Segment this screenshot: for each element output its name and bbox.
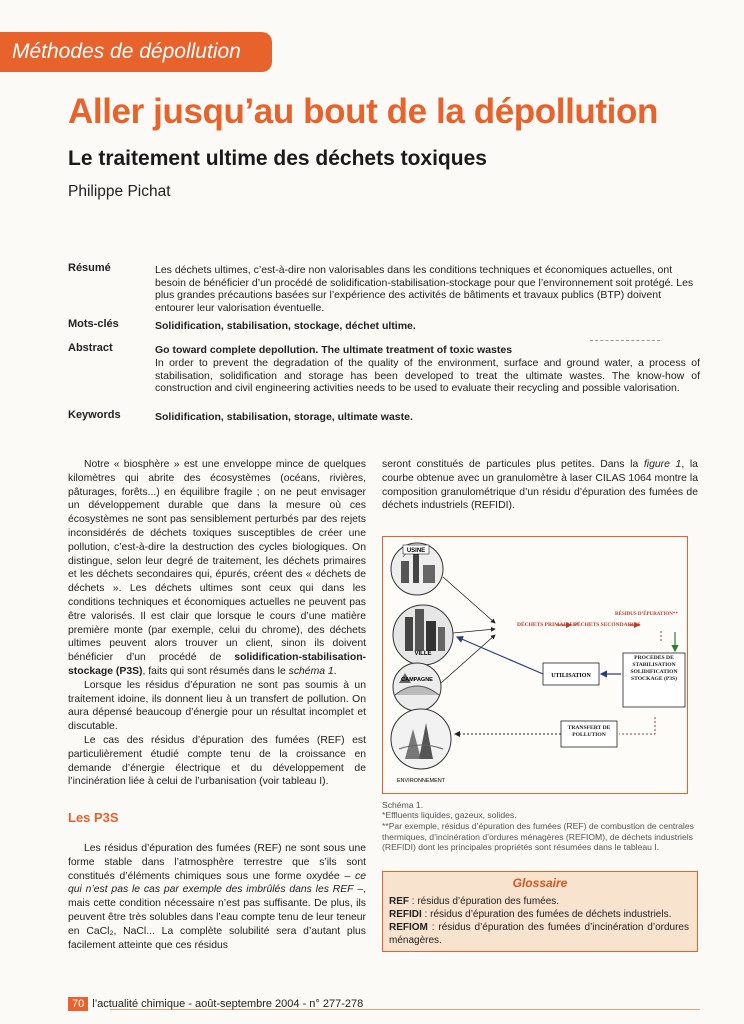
figure-ref: figure 1 (643, 459, 682, 470)
p1-text-2: , faits qui sont résumés dans le (142, 665, 289, 677)
page-number: 70 (68, 997, 88, 1011)
p4-italic: ce qui n’est pas le cas par exemple des imbrûlés dans les REF (68, 870, 366, 896)
left-column-top (68, 458, 366, 789)
p1-end: . (333, 665, 337, 677)
dechets-secondaires-label: DÉCHETS SECONDAIRES (573, 622, 641, 628)
pencil-mark (590, 340, 660, 341)
environnement-label: ENVIRONNEMENT (396, 778, 446, 784)
p1-schema-ref: schéma 1 (288, 665, 334, 677)
glossary-refidi-def: : résidus d’épuration des fumées de déchets industriels. (421, 909, 672, 920)
glossary-title: Glossaire (512, 876, 568, 890)
section-banner (0, 32, 272, 72)
schema-caption-note2: **Par exemple, résidus d’épuration des fumées (REF) de combustion de centrales thermiques, d’incinération d’ordures ménagères (REFIOM), de déchets industriels (REFIDI) dont les principales propriétés sont résumées dans le tableau I. (382, 821, 694, 852)
residus-label: RÉSIDUS D’ÉPURATION** (615, 612, 678, 617)
keywords-text: Solidification, stabilisation, storage, ultimate waste. (155, 411, 413, 423)
schema-caption-note1: *Effluents liquides, gazeux, solides. (382, 810, 517, 820)
glossary-refidi (389, 909, 689, 922)
arrow-ville (453, 629, 495, 633)
section-heading-p3s: Les P3S (68, 810, 119, 825)
page-footer (68, 997, 363, 1011)
resume-label: Résumé (68, 262, 111, 274)
paragraph-3: Le cas des résidus d’épuration des fumées (REF) est particulièrement étudié compte tenu de la croissance en demande d’énergie électrique et du développement de l’incinération liée à celui de l’urbanisation (voir tableau I). (68, 734, 366, 788)
p4-text-2: –, mais cette condition nécessaire n’est pas suffisante. De plus, ils peuvent être très solubles dans l’eau compte tenu de leur teneur en CaCl₂, NaCl... La complète solubilité sera d’autant plus facilement atteinte que ces résidus (68, 884, 366, 951)
article-subtitle: Le traitement ultime des déchets toxiques (68, 147, 487, 170)
transfert-label: TRANSFERT DE POLLUTION (567, 725, 611, 738)
p1-text: Notre « biosphère » est une enveloppe mince de quelques kilomètres qui abrite des écosystèmes (océans, rivières, pâturages, forêts...) en équilibre fragile ; on ne peut envisager un développement durable que dans la mesure où ces écosystèmes ne sont pas sensiblement perturbés par des rejets inconsidérés de déchets toxiques susceptibles de créer une pollution, c’est-à-dire la destruction des cycles biologiques. On distingue, selon leur degré de traitement, les déchets primaires et les déchets secondaires qui, épurés, créent des « déchets de déchets ». Les déchets ultimes sont ceux qui dans les conditions techniques et économiques actuelles ne peuvent pas être valorisés. Il est clair que lorsque le cours d’une matière première monte (par exemple, celui du chrome), des déchets ultimes peuvent alors trouver un client, sinon ils doivent bénéficier d’un procédé de (68, 459, 366, 664)
left-column-bottom (68, 842, 366, 952)
rp1-text: seront constitués de particules plus petites. Dans la (382, 459, 644, 470)
article-title: Aller jusqu’au bout de la dépollution (68, 92, 658, 131)
paragraph-2: Lorsque les résidus d’épuration ne sont pas soumis à un traitement idoine, ils donnent lieu à un transfert de pollution. On aura dépensé beaucoup d’énergie pour un résultat incomplet et discutable. (68, 679, 366, 733)
glossary-ref (389, 896, 689, 909)
schema-diagram (382, 536, 688, 794)
dechets-primaires-label: DÉCHETS PRIMAIRES* (517, 622, 579, 628)
ville-label: VILLE (414, 651, 432, 657)
utilisation-label: UTILISATION (551, 673, 591, 679)
p1-bold: solidification-stabilisation-stockage (P3S) (68, 652, 366, 677)
paragraph-right-1 (382, 458, 698, 513)
glossary-refidi-term: REFIDI (389, 909, 422, 920)
resume-text: Les déchets ultimes, c’est-à-dire non valorisables dans les conditions techniques et économiques actuelles, ont besoin de bénéficier d’un procédé de solidification-stabilisation-stockage pour que l’environnement soit protégé. Les plus grandes précautions basées sur l’expérience des activités de bâtiments et travaux publics (BTP) doivent entourer leur valorisation éventuelle. (155, 264, 694, 314)
journal-reference: l’actualité chimique - août-septembre 2004 - n° 277-278 (92, 998, 364, 1010)
usine-label: USINE (406, 548, 426, 554)
campagne-illustration (393, 663, 441, 711)
abstract-title: Go toward complete depollution. The ultimate treatment of toxic wastes (155, 344, 513, 356)
glossary-ref-def: : résidus d’épuration des fumées. (409, 896, 560, 907)
section-label: Méthodes de dépollution (12, 40, 241, 63)
glossary-refiom-def: : résidus d’épuration des fumées d’incinération d’ordures ménagères. (389, 922, 689, 946)
abstract-text: In order to prevent the degradation of the quality of the environment, surface and ground water, a process of stabilisation, solidification and storage has been developed to treat the ultimate wastes. The know-how of construction and civil engineering activities needs to be used to evaluate their recycling and possible valorisation. (155, 357, 700, 395)
paragraph-1 (68, 458, 366, 679)
abstract-label: Abstract (68, 342, 113, 354)
motscles-text: Solidification, stabilisation, stockage, déchet ultime. (155, 320, 416, 332)
motscles-label: Mots-clés (68, 318, 119, 330)
p4-text: Les résidus d’épuration des fumées (REF) ne sont sous une forme stable dans l’atmosphère terrestre que s’ils sont constitués d’éléments chimiques sous une forme oxydée – (68, 843, 366, 882)
schema-svg (383, 537, 689, 795)
article-author: Philippe Pichat (68, 183, 171, 200)
glossary-box (382, 871, 698, 952)
arrow-utilisation-ville (457, 637, 543, 674)
paragraph-4 (68, 842, 366, 952)
right-column-top (382, 458, 698, 513)
glossary-refiom-term: REFIOM (389, 922, 428, 933)
campagne-label: CAMPAGNE (401, 677, 433, 683)
procedes-label: PROCÉDÉS DE STABILISATION SOLIDIFICATION STOCKAGE (P3S) (630, 655, 678, 682)
glossary-ref-term: REF (389, 896, 409, 907)
rp1-text-2: , la courbe obtenue avec un granulomètre à laser CILAS 1064 montre la composition granulométrique d’un résidu d’épuration des fumées de déchets industriels (REFIDI). (382, 459, 698, 512)
schema-caption-title: Schéma 1. (382, 800, 424, 810)
environnement-illustration (391, 709, 451, 769)
keywords-label: Keywords (68, 409, 121, 421)
arrow-usine (443, 577, 495, 623)
glossary-refiom (389, 922, 689, 947)
